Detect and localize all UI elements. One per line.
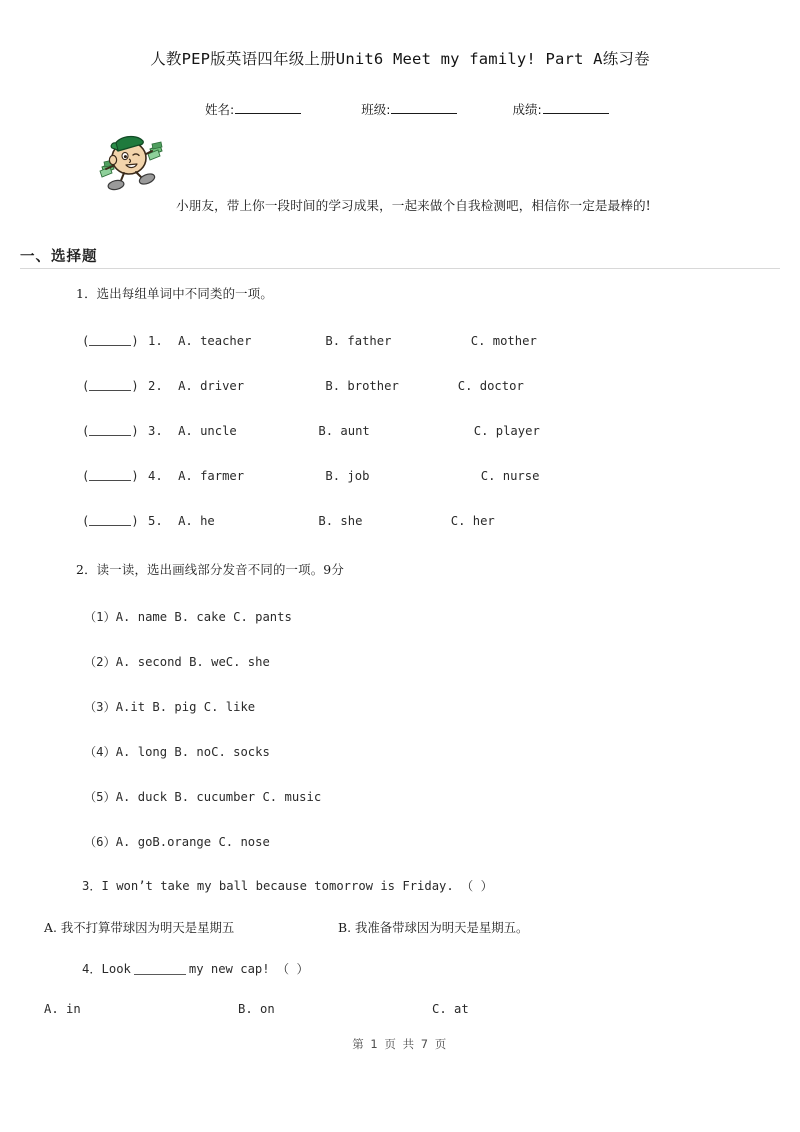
question-1-item-3[interactable]	[82, 424, 540, 438]
class-blank[interactable]	[391, 100, 457, 114]
item-options[interactable]: A. duck B. cucumber C. music	[115, 790, 322, 804]
question-1-item-5[interactable]	[82, 514, 495, 528]
question-2-item-3[interactable]	[84, 698, 255, 715]
question-1-item-2[interactable]	[82, 379, 524, 393]
answer-blank[interactable]	[89, 469, 131, 481]
encouragement-text: 小朋友，带上你一段时间的学习成果，一起来做个自我检测吧，相信你一定是最棒的!	[176, 198, 651, 213]
question-1-stem: 1．选出每组单词中不同类的一项。	[76, 286, 273, 301]
answer-blank[interactable]	[89, 334, 131, 346]
item-number: 5.	[148, 514, 163, 528]
question-2-stem: 2．读一读，选出画线部分发音不同的一项。9分	[76, 562, 344, 577]
answer-bracket[interactable]: ( )	[82, 424, 139, 438]
question-4-option-b[interactable]: B. on	[238, 1002, 275, 1016]
item-number: 4.	[148, 469, 163, 483]
name-label: 姓名:	[205, 102, 235, 117]
question-3-stem: 3．I won’t take my ball because tomorrow is Friday. （ ）	[82, 879, 493, 893]
item-number: 1.	[148, 334, 163, 348]
item-options[interactable]: A. name B. cake C. pants	[115, 610, 292, 624]
question-1-item-1[interactable]	[82, 334, 537, 348]
question-4-fill-blank[interactable]	[134, 963, 186, 975]
question-2-item-4[interactable]	[84, 743, 270, 760]
question-4-stem	[82, 960, 309, 977]
question-1-item-4[interactable]	[82, 469, 539, 483]
answer-bracket[interactable]: ( )	[82, 379, 139, 393]
page-footer: 第 1 页 共 7 页	[352, 1037, 448, 1051]
option-a[interactable]: A. he	[178, 514, 215, 528]
score-label: 成绩:	[512, 102, 542, 117]
item-number: 3.	[148, 424, 163, 438]
option-c[interactable]: C. her	[450, 514, 495, 528]
option-c[interactable]: C. player	[473, 424, 540, 438]
question-2-item-6[interactable]	[84, 833, 270, 850]
cartoon-boy-with-green-cap-icon	[98, 131, 164, 193]
identity-fields-row	[205, 100, 625, 118]
answer-blank[interactable]	[89, 424, 131, 436]
section-divider	[20, 268, 780, 269]
question-2-item-1[interactable]	[84, 608, 292, 625]
answer-bracket[interactable]: ( )	[82, 514, 139, 528]
question-2-item-2[interactable]	[84, 653, 270, 670]
item-options[interactable]: A. long B. noC. socks	[115, 745, 270, 759]
option-b[interactable]: B. brother	[325, 379, 399, 393]
page-title: 人教PEP版英语四年级上册Unit6 Meet my family! Part A练习卷	[150, 50, 650, 68]
option-c[interactable]: C. doctor	[457, 379, 524, 393]
answer-bracket[interactable]: ( )	[82, 334, 139, 348]
question-4-option-a[interactable]: A. in	[44, 1002, 81, 1016]
class-label: 班级:	[361, 102, 391, 117]
item-label: （1）	[84, 610, 116, 624]
option-a[interactable]: A. driver	[178, 379, 245, 393]
option-a[interactable]: A. teacher	[178, 334, 252, 348]
item-number: 2.	[148, 379, 163, 393]
option-c[interactable]: C. nurse	[480, 469, 540, 483]
section-heading: 一、选择题	[20, 249, 98, 265]
option-a[interactable]: A. farmer	[178, 469, 245, 483]
option-a[interactable]: A. uncle	[178, 424, 237, 438]
question-2-item-5[interactable]	[84, 788, 321, 805]
question-3-option-b[interactable]: B. 我准备带球因为明天是星期五。	[338, 920, 529, 935]
item-label: （3）	[84, 700, 116, 714]
score-blank[interactable]	[543, 100, 609, 114]
question-4-option-c[interactable]: C. at	[432, 1002, 469, 1016]
option-b[interactable]: B. father	[325, 334, 392, 348]
option-b[interactable]: B. she	[318, 514, 363, 528]
item-options[interactable]: A.it B. pig C. like	[115, 700, 256, 714]
answer-blank[interactable]	[89, 514, 131, 526]
answer-bracket[interactable]: ( )	[82, 469, 139, 483]
item-label: （5）	[84, 790, 116, 804]
score-field[interactable]	[512, 100, 608, 118]
question-3-option-a[interactable]: A. 我不打算带球因为明天是星期五	[44, 920, 235, 935]
answer-blank[interactable]	[89, 379, 131, 391]
option-c[interactable]: C. mother	[470, 334, 537, 348]
name-field[interactable]	[205, 100, 301, 118]
question-4-stem-post: my new cap! （ ）	[188, 962, 309, 976]
item-options[interactable]: A. goB.orange C. nose	[115, 835, 270, 849]
item-label: （6）	[84, 835, 116, 849]
item-label: （2）	[84, 655, 116, 669]
class-field[interactable]	[361, 100, 457, 118]
option-b[interactable]: B. aunt	[318, 424, 370, 438]
question-4-stem-pre: 4．Look	[82, 962, 131, 976]
item-options[interactable]: A. second B. weC. she	[115, 655, 270, 669]
name-blank[interactable]	[235, 100, 301, 114]
option-b[interactable]: B. job	[325, 469, 370, 483]
item-label: （4）	[84, 745, 116, 759]
